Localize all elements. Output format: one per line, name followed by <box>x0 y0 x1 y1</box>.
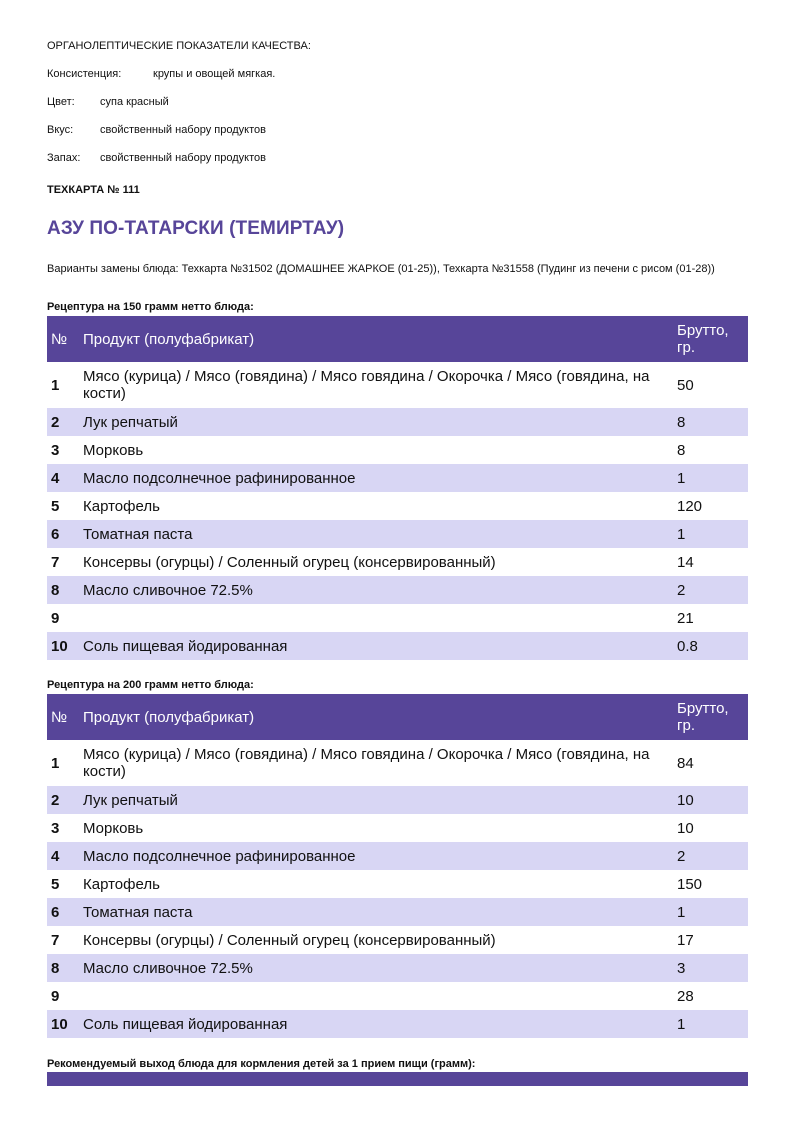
table-header-row <box>47 316 748 362</box>
row-num: 7 <box>51 931 60 949</box>
table-row <box>47 786 748 814</box>
table-header-row <box>47 694 748 740</box>
row-product: Соль пищевая йодированная <box>79 632 673 660</box>
row-gross: 17 <box>677 931 694 949</box>
organoleptic-row-smell <box>47 151 266 165</box>
table-row <box>47 520 748 548</box>
table-row <box>47 632 748 660</box>
row-gross: 1 <box>673 464 748 492</box>
table-row <box>47 576 748 604</box>
organoleptic-row-taste <box>47 123 266 137</box>
table-row <box>47 898 748 926</box>
row-gross: 14 <box>677 553 694 571</box>
table-row <box>47 436 748 464</box>
row-num: 5 <box>51 497 60 515</box>
row-product: Картофель <box>83 875 160 893</box>
row-num: 10 <box>47 632 79 660</box>
col-header-product: Продукт (полуфабрикат) <box>79 316 673 362</box>
table-row <box>47 492 748 520</box>
row-num: 8 <box>47 954 79 982</box>
row-num: 9 <box>51 987 60 1005</box>
table-row <box>47 604 748 632</box>
row-gross: 120 <box>677 497 703 515</box>
row-num: 10 <box>47 1010 79 1038</box>
row-gross: 10 <box>673 786 748 814</box>
organoleptic-value: свойственный набору продуктов <box>100 152 266 164</box>
row-product: Лук репчатый <box>79 786 673 814</box>
row-product <box>79 604 673 632</box>
dish-title: АЗУ ПО-ТАТАРСКИ (ТЕМИРТАУ) <box>47 218 345 239</box>
row-gross: 10 <box>677 819 694 837</box>
row-num: 4 <box>47 464 79 492</box>
row-gross: 2 <box>673 842 748 870</box>
row-num: 6 <box>47 898 79 926</box>
row-gross: 28 <box>677 987 694 1005</box>
row-num: 9 <box>51 609 60 627</box>
recipe-200-caption: Рецептура на 200 грамм нетто блюда: <box>47 679 254 691</box>
table-row <box>47 814 748 842</box>
row-product: Консервы (огурцы) / Соленный огурец (консервированный) <box>83 553 496 571</box>
organoleptic-label: Запах: <box>47 152 81 164</box>
row-product: Масло подсолнечное рафинированное <box>79 464 673 492</box>
row-num: 7 <box>51 553 60 571</box>
organoleptic-row-color <box>47 95 169 109</box>
col-header-gross: Брутто, гр. <box>673 694 748 740</box>
row-product <box>79 982 673 1010</box>
techcard-number: ТЕХКАРТА № 111 <box>47 184 140 196</box>
row-num: 6 <box>47 520 79 548</box>
row-num: 3 <box>51 441 60 459</box>
row-product: Картофель <box>83 497 160 515</box>
row-product: Морковь <box>83 441 144 459</box>
table-row <box>47 464 748 492</box>
row-gross: 1 <box>673 1010 748 1038</box>
table-row <box>47 842 748 870</box>
table-row <box>47 954 748 982</box>
row-num: 1 <box>51 754 60 772</box>
row-num: 3 <box>51 819 60 837</box>
col-header-product: Продукт (полуфабрикат) <box>79 694 673 740</box>
row-num: 2 <box>47 408 79 436</box>
row-gross: 8 <box>673 408 748 436</box>
row-gross: 50 <box>677 376 694 394</box>
row-gross: 8 <box>677 441 686 459</box>
row-product: Масло подсолнечное рафинированное <box>79 842 673 870</box>
row-gross: 150 <box>677 875 703 893</box>
row-num: 8 <box>47 576 79 604</box>
row-gross: 3 <box>673 954 748 982</box>
recommended-output-table-header <box>47 1072 748 1086</box>
col-header-num: № <box>47 316 79 362</box>
recipe-200-table <box>47 694 748 1038</box>
organoleptic-value: свойственный набору продуктов <box>100 124 266 136</box>
row-product: Морковь <box>83 819 144 837</box>
row-product: Соль пищевая йодированная <box>79 1010 673 1038</box>
row-gross: 21 <box>677 609 694 627</box>
row-product: Лук репчатый <box>79 408 673 436</box>
row-gross: 1 <box>673 898 748 926</box>
organoleptic-label: Цвет: <box>47 96 75 108</box>
organoleptic-title: ОРГАНОЛЕПТИЧЕСКИЕ ПОКАЗАТЕЛИ КАЧЕСТВА: <box>47 40 311 52</box>
row-gross: 0.8 <box>673 632 748 660</box>
table-row <box>47 870 748 898</box>
replacement-variants: Варианты замены блюда: Техкарта №31502 (ДОМАШНЕЕ ЖАРКОЕ (01-25)), Техкарта №31558 (Пудинг из печени с рисом (01-28)) <box>47 263 715 275</box>
table-row <box>47 408 748 436</box>
row-num: 4 <box>47 842 79 870</box>
row-num: 5 <box>51 875 60 893</box>
table-row <box>47 982 748 1010</box>
row-num: 1 <box>51 376 60 394</box>
row-product: Мясо (курица) / Мясо (говядина) / Мясо говядина / Окорочка / Мясо (говядина, на кости) <box>83 746 650 780</box>
organoleptic-value: крупы и овощей мягкая. <box>153 68 276 80</box>
organoleptic-label: Консистенция: <box>47 68 122 80</box>
table-row <box>47 362 748 408</box>
recipe-150-table <box>47 316 748 660</box>
recipe-150-caption: Рецептура на 150 грамм нетто блюда: <box>47 301 254 313</box>
row-product: Томатная паста <box>79 898 673 926</box>
row-product: Мясо (курица) / Мясо (говядина) / Мясо говядина / Окорочка / Мясо (говядина, на кости) <box>83 368 650 402</box>
organoleptic-row-consistency <box>47 67 275 81</box>
col-header-gross: Брутто, гр. <box>673 316 748 362</box>
table-row <box>47 740 748 786</box>
row-product: Томатная паста <box>79 520 673 548</box>
table-row <box>47 926 748 954</box>
row-gross: 84 <box>677 754 694 772</box>
col-header-num: № <box>47 694 79 740</box>
row-product: Масло сливочное 72.5% <box>79 954 673 982</box>
row-product: Масло сливочное 72.5% <box>79 576 673 604</box>
table-row <box>47 1010 748 1038</box>
table-row <box>47 548 748 576</box>
organoleptic-value: супа красный <box>100 96 169 108</box>
row-gross: 2 <box>673 576 748 604</box>
row-product: Консервы (огурцы) / Соленный огурец (консервированный) <box>83 931 496 949</box>
row-gross: 1 <box>673 520 748 548</box>
recommended-output-caption: Рекомендуемый выход блюда для кормления детей за 1 прием пищи (грамм): <box>47 1058 476 1070</box>
organoleptic-label: Вкус: <box>47 124 74 136</box>
row-num: 2 <box>47 786 79 814</box>
